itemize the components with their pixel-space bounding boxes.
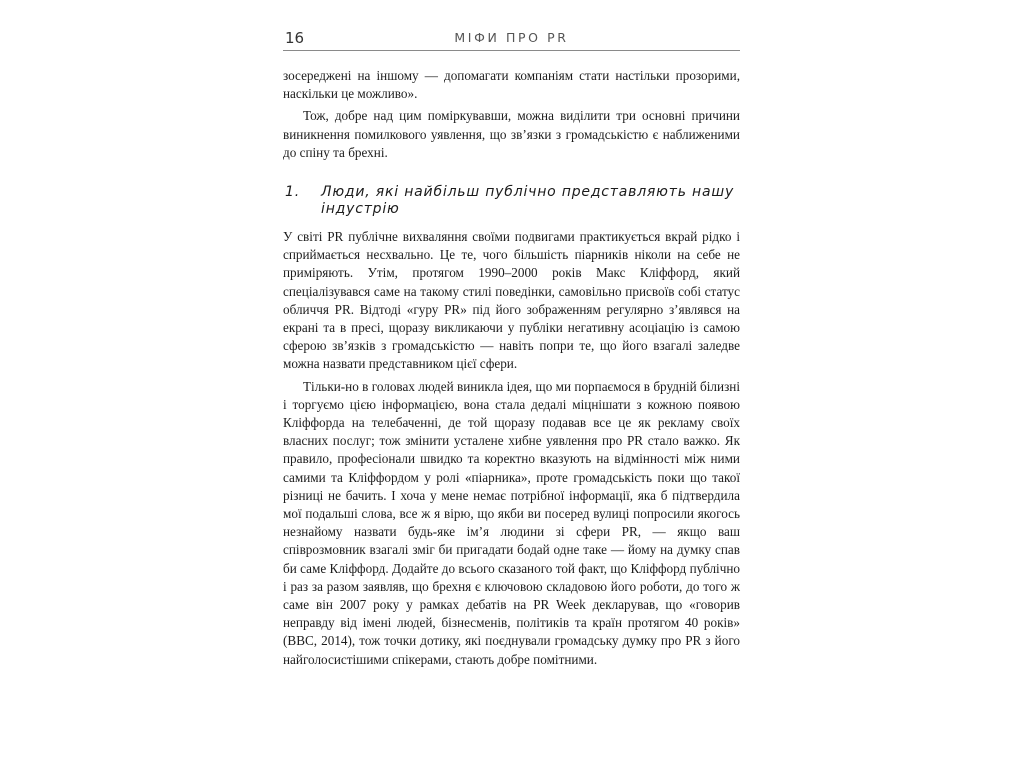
paragraph-clifford-intro: У світі PR публічне вихваляння своїми подвигами практикується вкрай рідко і сприймається несхвально. Це те, чого більшість піарників ніколи на себе не приміряють. Утім, протягом 1990–2000 років Макс Кліффорд, який спеціалізувався саме на такому стилі поведінки, самовільно присвоїв собі статус обличчя PR. Відтоді «гуру PR» під його зображенням регулярно з’являвся на екрані та в пресі, щоразу викликаючи у публіки негативну асоціацію із самою сферою зв’язків з громадськістю — навіть попри те, що його взагалі заледве можна назвати представником цієї сфери. bbox=[283, 229, 740, 372]
paragraph-clifford-impact: Тільки-но в головах людей виникла ідея, що ми порпаємося в брудній білизні і торгуємо цією інформацією, вона стала дедалі міцнішати з кожною появою Кліффорда на телебаченні, де той щоразу подавав все це як рекламу своїх власних послуг; тож змінити усталене хибне уявлення про PR стало важко. Як правило, професіонали швидко та коректно вказують на відмінності між ними самими та Кліффордом у ролі «піарника», проте громадськість поки що такої різниці не бачить. І хоча у мене немає потрібної інформації, яка б підтвердила мої подальші слова, все ж я вірю, що якби ви посеред вулиці попросили якогось незнайому назвати будь-яке ім’я людини зі сфери PR, — якщо ваш співрозмовник взагалі зміг би пригадати бодай одне таке — йому на думку спав би саме Кліффорд. Додайте до всього сказаного той факт, що Кліффорд публічно і раз за разом заявляв, що брехня є ключовою складовою його роботи, до того ж саме він 2007 року у рамках дебатів на PR Week декларував, що «говорив неправду від імені людей, бізнесменів, політиків та країн протягом 40 років» (BBC, 2014), тож точки дотику, які поєднували громадську думку про PR з його найголосистішими спікерами, стають добре помітними. bbox=[283, 378, 740, 667]
paragraph-continuation: зосереджені на іншому — допомагати компаніям стати настільки прозорими, наскільки це можливо». bbox=[283, 68, 740, 102]
body-text bbox=[283, 67, 740, 669]
section-heading bbox=[283, 184, 740, 218]
page-number: 16 bbox=[285, 29, 305, 47]
section-number: 1. bbox=[285, 184, 300, 201]
paragraph-three-reasons: Тож, добре над цим поміркувавши, можна виділити три основні причини виникнення помилкового уявлення, що зв’язки з громадськістю є наближеними до спіну та брехні. bbox=[283, 108, 740, 160]
book-page bbox=[283, 24, 740, 669]
running-head bbox=[283, 24, 740, 51]
running-title: МІФИ ПРО PR bbox=[454, 30, 569, 45]
section-title: Люди, які найбільш публічно представляють нашу індустрію bbox=[321, 184, 735, 218]
